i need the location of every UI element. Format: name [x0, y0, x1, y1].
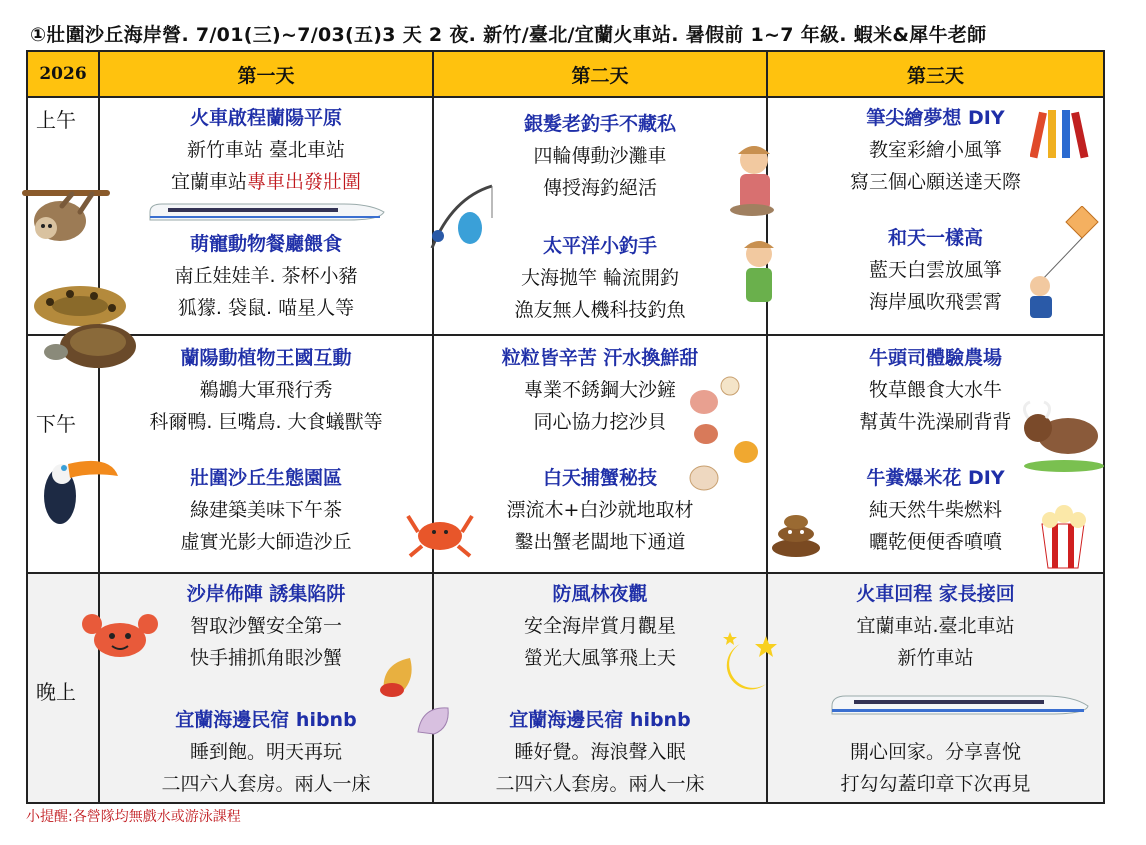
header-row	[27, 51, 1104, 97]
activity-text: 虛實光影大師造沙丘	[180, 531, 352, 553]
activity-text: 宜蘭車站.臺北車站	[856, 615, 1015, 637]
activity-text: 曬乾便便香噴噴	[868, 531, 1002, 553]
activity-text: 鵜鶘大軍飛行秀	[199, 379, 333, 401]
day-1-header: 第一天	[99, 51, 433, 97]
activity-text: 純天然牛柴燃料	[868, 499, 1002, 521]
evening-row	[27, 573, 1104, 803]
activity-text: 睡好覺。海浪聲入眠	[514, 741, 686, 763]
day-2-afternoon-cell	[433, 335, 767, 573]
day-2-evening-cell	[433, 573, 767, 803]
activity-text: 快手捕抓角眼沙蟹	[189, 647, 342, 669]
kite-flyer-icon	[1020, 206, 1100, 330]
activity-text: 二四六人套房。兩人一床	[161, 773, 371, 795]
afternoon-row	[27, 335, 1104, 573]
activity-heading: 筆尖繪夢想 DIY	[866, 107, 1005, 129]
day-3-evening-cell	[767, 573, 1104, 803]
activity-text: 傳授海釣絕活	[542, 177, 657, 199]
activity-text: 鑿出蟹老闆地下通道	[514, 531, 686, 553]
activity-text: 新竹車站	[897, 647, 974, 669]
day-3-header: 第三天	[767, 51, 1104, 97]
activity-text: 二四六人套房。兩人一床	[495, 773, 705, 795]
activity-text: 藍天白雲放風箏	[868, 259, 1002, 281]
activity-text: 教室彩繪小風箏	[868, 139, 1002, 161]
activity-heading: 防風林夜觀	[552, 583, 648, 605]
train-icon	[830, 690, 1090, 720]
activity-text: 螢光大風箏飛上天	[523, 647, 676, 669]
activity-heading: 宜蘭海邊民宿 hibnb	[509, 709, 691, 731]
activity-text: 漂流木+白沙就地取材	[506, 499, 694, 521]
activity-heading: 粒粒皆辛苦 汗水換鮮甜	[501, 347, 699, 369]
crab-icon	[404, 502, 476, 562]
activity-text: 四輪傳動沙灘車	[533, 145, 667, 167]
activity-heading: 蘭陽動植物王國互動	[180, 347, 352, 369]
activity-text: 寫三個心願送達天際	[849, 171, 1021, 193]
year-header: 2026	[27, 51, 99, 97]
activity-heading: 太平洋小釣手	[542, 235, 657, 257]
page-title: ①壯圍沙丘海岸營. 7/01(三)~7/03(五)3 天 2 夜. 新竹/臺北/宜蘭火車站. 暑假前 1~7 年級. 蝦米&犀牛老師	[30, 24, 987, 46]
activity-text: 狐獴. 袋鼠. 喵星人等	[177, 297, 355, 319]
color-pencils-icon	[1030, 106, 1090, 166]
activity-text: 智取沙蟹安全第一	[189, 615, 342, 637]
poop-icon	[770, 502, 822, 558]
activity-heading: 宜蘭海邊民宿 hibnb	[175, 709, 357, 731]
activity-text: 漁友無人機科技釣魚	[514, 299, 686, 321]
activity-heading: 牛頭司體驗農場	[868, 347, 1002, 369]
hermit-crab-icon	[370, 650, 430, 700]
activity-heading: 銀髮老釣手不藏私	[523, 113, 676, 135]
activity-highlight: 專車出發壯圍	[247, 171, 362, 193]
evening-label: 晚上	[36, 680, 76, 704]
activity-heading: 沙岸佈陣 誘集陷阱	[186, 583, 346, 605]
activity-text: 宜蘭車站	[170, 171, 247, 193]
activity-text: 同心協力挖沙貝	[533, 411, 667, 433]
footnote: 小提醒:各營隊均無戲水或游泳課程	[26, 809, 241, 825]
activity-text: 專業不銹鋼大沙鏟	[523, 379, 676, 401]
afternoon-label: 下午	[36, 412, 76, 436]
day-2-header: 第二天	[433, 51, 767, 97]
day-3-morning-cell	[767, 97, 1104, 335]
water-buffalo-icon	[1016, 392, 1104, 472]
activity-text: 大海拋竿 輪流開釣	[520, 267, 680, 289]
schedule-table	[26, 50, 1105, 804]
activity-heading: 白天捕蟹秘技	[542, 467, 657, 489]
activity-text: 睡到飽。明天再玩	[189, 741, 342, 763]
sloth-icon	[22, 176, 112, 256]
activity-text: 打勾勾蓋印章下次再見	[840, 773, 1031, 795]
activity-heading: 火車啟程蘭陽平原	[189, 107, 342, 129]
day-1-afternoon-cell	[99, 335, 433, 573]
activity-text: 新竹車站 臺北車站	[186, 139, 346, 161]
activity-text: 幫黃牛洗澡刷背背	[859, 411, 1012, 433]
activity-text: 牧草餵食大水牛	[868, 379, 1002, 401]
popcorn-icon	[1034, 504, 1092, 570]
activity-heading: 萌寵動物餐廳餵食	[189, 233, 342, 255]
day-3-afternoon-cell	[767, 335, 1104, 573]
activity-heading: 火車回程 家長接回	[856, 583, 1015, 605]
activity-text: 科爾鴨. 巨嘴鳥. 大食蟻獸等	[149, 411, 383, 433]
activity-text: 開心回家。分享喜悅	[849, 741, 1021, 763]
day-1-morning-cell	[99, 97, 433, 335]
activity-text: 海岸風吹飛雲霄	[868, 291, 1002, 313]
day-2-morning-cell	[433, 97, 767, 335]
activity-heading: 壯圍沙丘生態園區	[189, 467, 342, 489]
activity-heading: 牛糞爆米花 DIY	[866, 467, 1005, 489]
train-icon	[148, 198, 388, 226]
morning-row	[27, 97, 1104, 335]
morning-label-cell	[27, 97, 99, 335]
morning-label: 上午	[36, 108, 76, 132]
activity-text: 綠建築美味下午茶	[189, 499, 342, 521]
day-1-evening-cell	[99, 573, 433, 803]
activity-heading: 和天一樣高	[887, 227, 983, 249]
activity-text: 南丘娃娃羊. 茶杯小豬	[174, 265, 358, 287]
activity-text: 安全海岸賞月觀星	[523, 615, 676, 637]
